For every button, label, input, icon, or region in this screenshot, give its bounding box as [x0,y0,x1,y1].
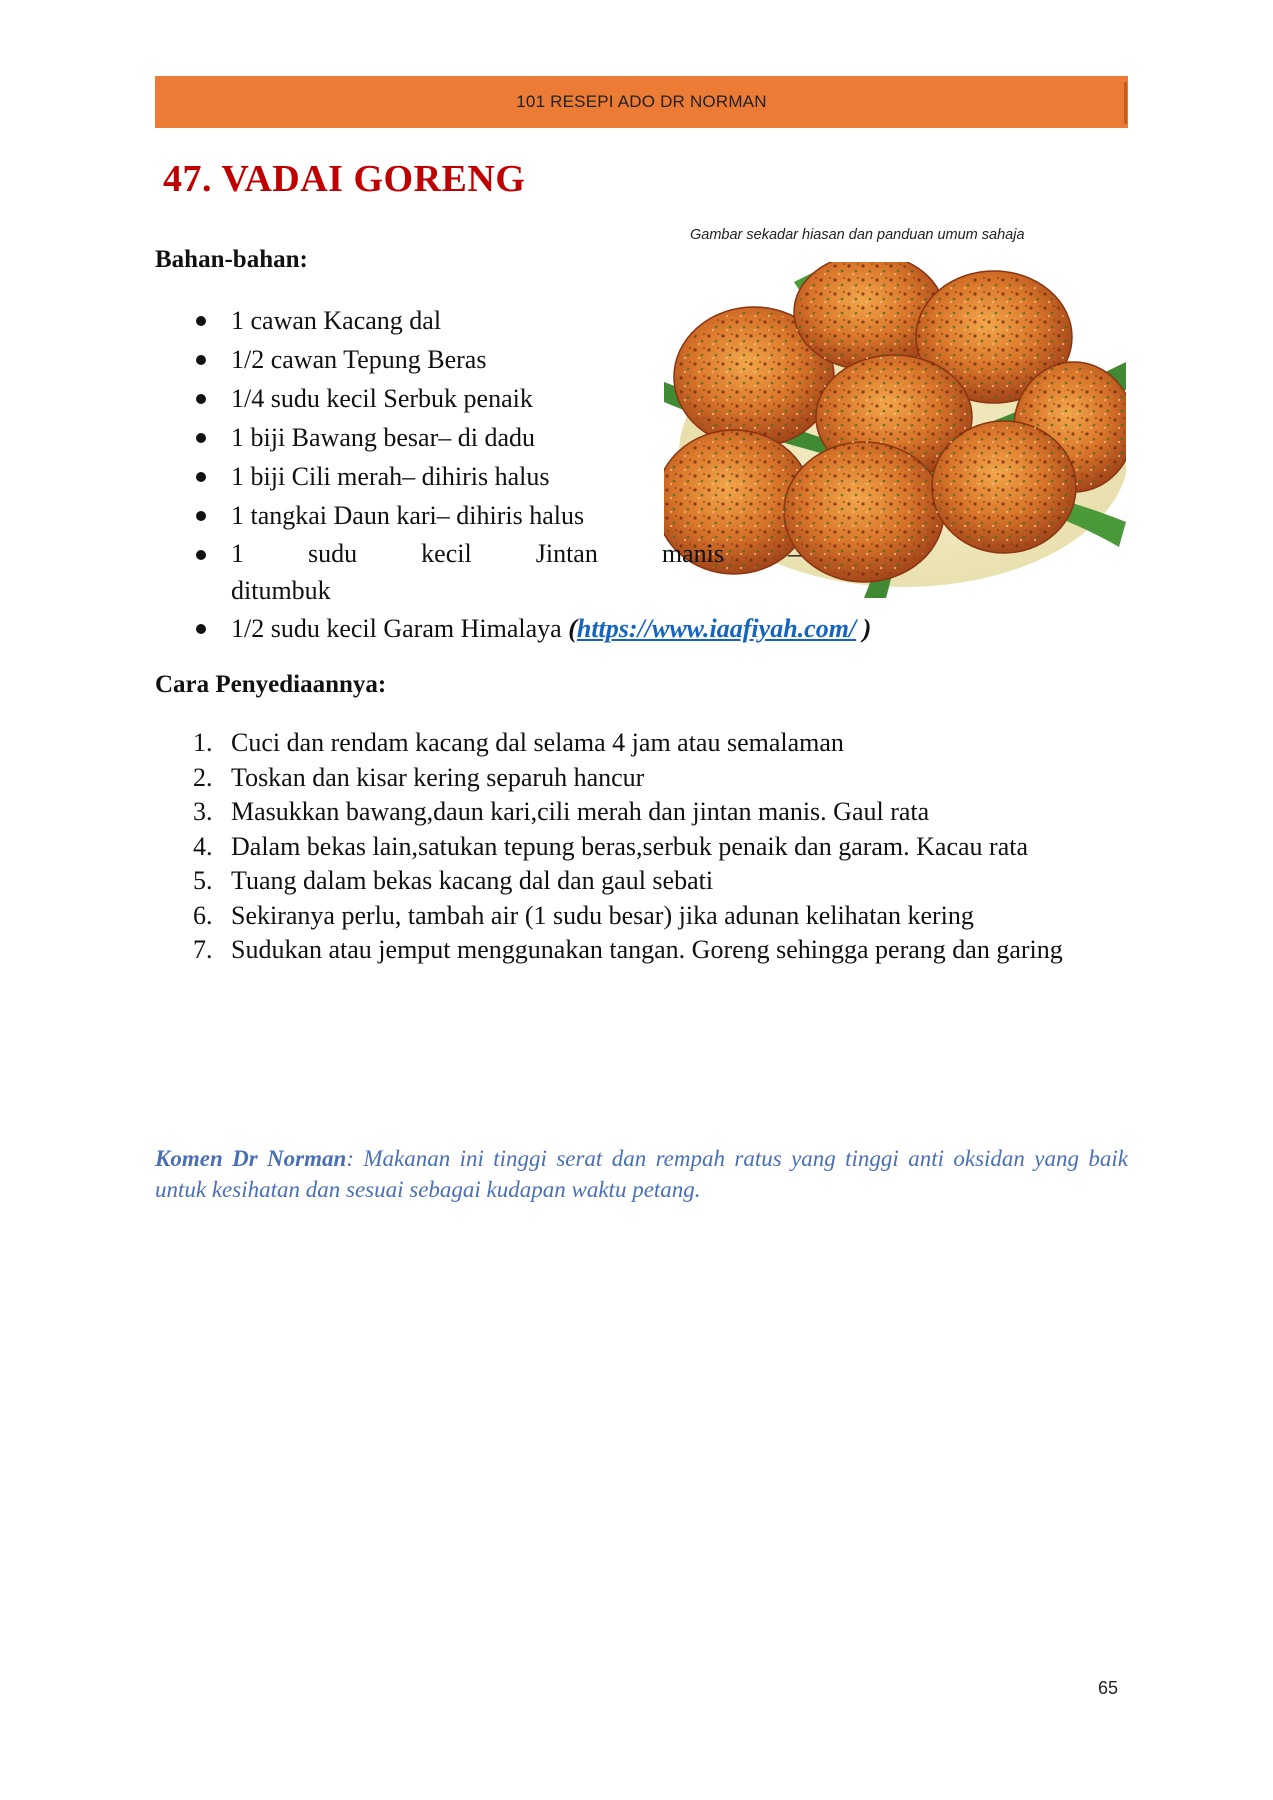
step-item: 3. Masukkan bawang,daun kari,cili merah dan jintan manis. Gaul rata [193,797,930,826]
ingredient-item: 1/2 sudu kecil Garam Himalaya (https://www.iaafiyah.com/ ) [155,609,985,648]
source-link[interactable]: https://www.iaafiyah.com/ [576,614,857,643]
bullet-icon [196,550,206,560]
ingredient-item: 1 biji Cili merah– dihiris halus [155,457,985,496]
recipe-title: 47. VADAI GORENG [163,158,526,200]
bullet-icon [196,355,206,365]
ingredient-item: 1 tangkai Daun kari– dihiris halus [155,496,985,535]
comment-text: : Makanan ini tinggi serat dan rempah ratus yang tinggi anti oksidan yang baik untuk kesihatan dan sesuai sebagai kudapan waktu petang. [155,1146,1128,1202]
ingredient-item: 1 sudu kecil Jintan manis – ditumbuk [155,535,801,609]
step-item: 2. Toskan dan kisar kering separuh hancur [193,762,645,792]
header-text: 101 RESEPI ADO DR NORMAN [516,92,767,111]
step-item: 5. Tuang dalam bekas kacang dal dan gaul sebati [193,866,714,895]
ingredient-item: 1 biji Bawang besar– di dadu [155,418,985,457]
method-steps [155,726,1128,968]
method-heading: Cara Penyediaannya: [155,671,387,698]
running-header [155,76,1128,128]
author-comment [155,1143,1128,1205]
page-number: 65 [1098,1678,1119,1698]
bullet-icon [196,433,206,443]
step-item: 6. Sekiranya perlu, tambah air (1 sudu besar) jika adunan kelihatan kering [193,900,974,930]
step-item: 7. Sudukan atau jemput menggunakan tangan. Goreng sehingga perang dan garing [193,935,1063,964]
header-edge-accent [1124,82,1127,124]
image-caption: Gambar sekadar hiasan dan panduan umum sahaja [690,227,1025,243]
bullet-icon [196,511,206,521]
bullet-icon [196,394,206,404]
bullet-icon [196,472,206,482]
ingredient-item: 1/2 cawan Tepung Beras [155,340,985,379]
step-item: 1. Cuci dan rendam kacang dal selama 4 jam atau semalaman [193,728,844,757]
step-item: 4. Dalam bekas lain,satukan tepung beras,serbuk penaik dan garam. Kacau rata [193,831,1029,861]
ingredients-list [155,301,985,648]
bullet-icon [196,316,206,326]
ingredient-item: 1 cawan Kacang dal [155,301,985,340]
bullet-icon [196,624,206,634]
ingredient-item: 1/4 sudu kecil Serbuk penaik [155,379,985,418]
ingredients-heading: Bahan-bahan: [155,246,308,273]
comment-author: Komen Dr Norman [155,1146,347,1171]
